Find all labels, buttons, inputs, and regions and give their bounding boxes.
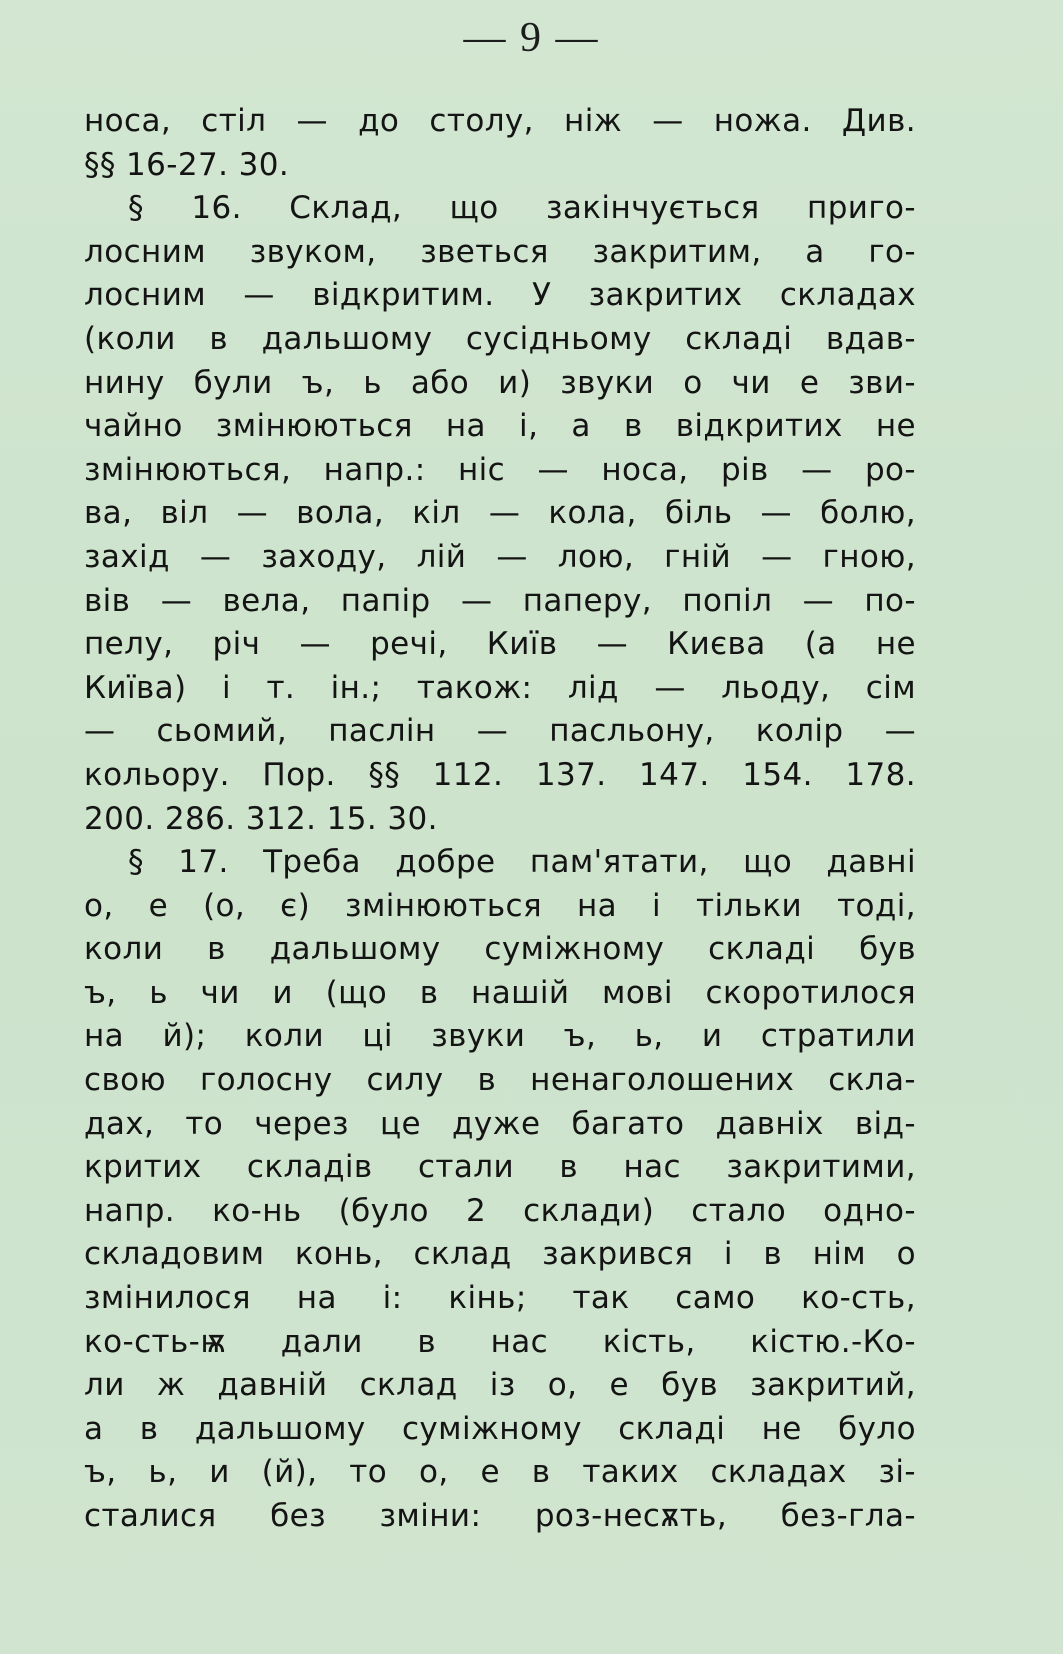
text-line: ъ, ь чи и (що в нашій мові скоротилося: [84, 974, 916, 1011]
text-line: лосним звуком, зветься закритим, а го-: [84, 233, 916, 270]
text-line: складовим конь, склад закрився і в нім о: [84, 1236, 916, 1273]
text-line: нину були ъ, ь або и) звуки о чи е зви-: [84, 364, 916, 401]
paragraph-16-start: § 16. Склад, що закінчується приго-: [128, 190, 916, 227]
text-line: свою голосну силу в ненаголошених скла-: [84, 1062, 916, 1099]
text-line: напр. ко-нь (було 2 склади) стало одно-: [84, 1192, 916, 1229]
text-line: дах, то через це дуже багато давніх від-: [84, 1105, 916, 1142]
text-line: 200. 286. 312. 15. 30.: [84, 800, 438, 837]
text-line: §§ 16-27. 30.: [84, 146, 290, 183]
text-line: ъ, ь, и (й), то о, е в таких складах зі-: [84, 1454, 916, 1491]
text-line: пелу, річ — речі, Київ — Києва (а не: [84, 626, 916, 663]
text-line: носа, стіл — до столу, ніж — ножа. Див.: [84, 103, 916, 139]
text-line: змінюються, напр.: ніс — носа, рів — ро-: [84, 451, 916, 488]
text-line: Київа) і т. ін.; також: лід — льоду, сім: [84, 669, 916, 706]
text-line: кольору. Пор. §§ 112. 137. 147. 154. 178.: [84, 756, 916, 793]
text-line: лосним — відкритим. У закритих складах: [84, 277, 916, 314]
text-line: а в дальшому суміжному складі не було: [84, 1410, 916, 1447]
page-number: — 9 —: [463, 15, 600, 61]
text-line: ли ж давній склад із о, е був закритий,: [84, 1367, 916, 1404]
text-line: (коли в дальшому сусідньому складі вдав-: [84, 320, 916, 357]
text-line: змінилося на і: кінь; так само ко-сть,: [84, 1280, 916, 1317]
text-line: ва, віл — вола, кіл — кола, біль — болю,: [84, 495, 916, 532]
text-line: о, е (о, є) змінюються на і тільки тоді,: [84, 887, 916, 924]
text-line: сталися без зміни: роз-несѫть, без-гла-: [84, 1498, 916, 1534]
text-line: чайно змінюються на і, а в відкритих не: [84, 408, 916, 445]
text-line: на й); коли ці звуки ъ, ь, и стратили: [84, 1018, 916, 1055]
body-text: [84, 100, 916, 1539]
text-line: вів — вела, папір — паперу, попіл — по-: [84, 582, 916, 619]
text-line: ко-сть-ѭ дали в нас кість, кістю.-Ко-: [84, 1323, 916, 1360]
text-line: критих складів стали в нас закритими,: [84, 1149, 916, 1186]
paragraph-17-start: § 17. Треба добре пам'ятати, що давні: [128, 844, 916, 881]
text-line: захід — заходу, лій — лою, гній — гною,: [84, 538, 916, 575]
text-line: — сьомий, паслін — пасльону, колір —: [84, 713, 916, 750]
text-line: коли в дальшому суміжному складі був: [84, 931, 916, 968]
